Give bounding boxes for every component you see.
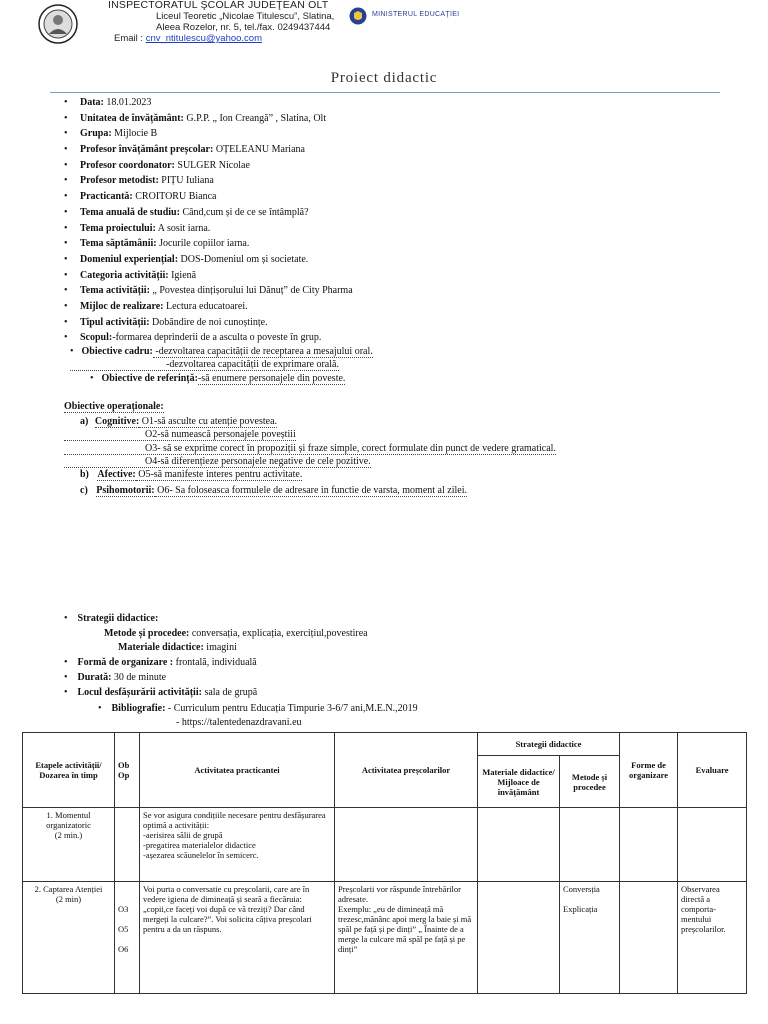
cognitive-label: Cognitive: <box>94 416 140 427</box>
detail-value: 18.01.2023 <box>103 97 152 108</box>
row2-prescolari: Preșcolarii vor răspunde întrebărilor adresate. Exemplu: „eu de dimineață mă trezesc,mănânc apoi merg la baie și mă spăl pe față și pe dinți” „ Înainte de a merge la culcare mă spăl pe față și pe dinți” <box>335 882 478 994</box>
bullet-icon: • <box>64 613 68 624</box>
materiale-value: imagini <box>203 642 237 653</box>
detail-item <box>0 315 768 331</box>
strategii-label: Strategii didactice: <box>77 613 159 624</box>
header-etape: Etapele activității/ Dozarea în timp <box>23 733 115 808</box>
detail-label: Practicantă: <box>80 191 133 203</box>
row2-forme <box>620 882 678 994</box>
detail-item <box>0 283 768 299</box>
materiale-line <box>118 642 237 654</box>
forma-value: frontală, individuală <box>173 657 257 668</box>
metode-line <box>104 628 368 640</box>
psihomotorii-line <box>80 485 467 497</box>
detail-label: Tema activității: <box>80 285 150 297</box>
header-ob: Ob Op <box>115 733 140 808</box>
row2-practicant: Voi purta o conversatie cu preșcolarii, care are în vedere igiena de dimineață și seară a fiecăruia: „copii,ce faceți voi după ce vă treziți? Dar când mergeți la culcare?”. Voi solicita câțiva preșcolari pentru a da un răspuns. <box>140 882 335 994</box>
row1-ob <box>115 808 140 882</box>
table-row <box>23 808 747 882</box>
detail-item <box>0 252 768 268</box>
detail-label: Categoria activității: <box>80 269 169 281</box>
durata-label: Durată: <box>77 672 112 683</box>
detail-value: A sosit iarna. <box>155 222 211 234</box>
detail-value: „ Povestea dințișorului lui Dănuț” de City Pharma <box>149 285 353 297</box>
bullet-icon: • <box>64 672 68 683</box>
detail-item <box>0 330 768 346</box>
school-address: Aleea Rozelor, nr. 5, tel./fax. 0249437444 <box>156 22 331 33</box>
header-strategii: Strategii didactice <box>478 733 620 756</box>
activity-table <box>22 732 747 994</box>
header-materiale: Materiale didactice/ Mijloace de învățământ <box>478 756 560 808</box>
bibliografie-value1: - Curriculum pentru Educația Timpurie 3-6/7 ani,M.E.N.,2019 <box>165 703 418 714</box>
detail-item <box>0 221 768 237</box>
psihomotorii-label: Psihomotorii: <box>96 485 155 496</box>
bibliografie-line2 <box>176 717 302 729</box>
obiective-cadru-line2 <box>70 359 339 371</box>
detail-label: Grupa: <box>80 128 112 140</box>
objective-o4: O4-să diferențieze personajele negative de cele pozitive. <box>64 456 371 468</box>
email-link[interactable]: cnv_ntitulescu@yahoo.com <box>145 33 263 44</box>
header-metode: Metode și procedee <box>560 756 620 808</box>
detail-label: Tema săptămânii: <box>80 238 157 250</box>
row2-metode: Conversția Explicația <box>560 882 620 994</box>
detail-value: SULGER Nicolae <box>174 159 250 171</box>
ministry-crest-icon <box>349 7 367 25</box>
o3-line <box>64 443 556 455</box>
durata-line <box>64 672 166 684</box>
detail-label: Tema proiectului: <box>80 222 156 234</box>
detail-item <box>0 268 768 284</box>
detail-label: Profesor învățământ preșcolar: <box>80 144 214 156</box>
detail-value: Mijlocie B <box>111 128 158 140</box>
detail-item <box>0 189 768 205</box>
cognitive-prefix: a) <box>80 416 89 427</box>
header-evaluare: Evaluare <box>678 733 747 808</box>
durata-value: 30 de minute <box>111 672 167 683</box>
row1-practicant: Se vor asigura condițiile necesare pentru desfășurarea optimă a activității: -aerisirea sălii de grupă -pregatirea materialelor didactice -așezarea scăunelelor în semicerc. <box>140 808 335 882</box>
detail-item <box>0 142 768 158</box>
table-header-row <box>23 733 747 756</box>
detail-item <box>0 299 768 315</box>
bullet-icon: • <box>64 657 68 668</box>
school-crest-icon <box>38 4 78 44</box>
locul-value: sala de grupă <box>201 687 258 698</box>
email-label: Email : <box>114 33 144 44</box>
detail-value: DOS-Domeniul om și societate. <box>178 253 309 265</box>
detail-item <box>0 236 768 252</box>
bullet-icon: • <box>98 703 102 714</box>
obiective-cadru-label: Obiective cadru: <box>81 346 153 357</box>
detail-value: CROITORU Bianca <box>132 191 217 203</box>
letterhead-text <box>108 0 334 44</box>
bullet-icon: • <box>90 373 94 384</box>
objective-o5: O5-să manifeste interes pentru activitate. <box>135 469 303 480</box>
row1-materiale <box>478 808 560 882</box>
obiective-operationale-label: Obiective operaționale: <box>64 401 164 412</box>
objective-o2: O2-să numească personajele poveștiii <box>64 429 296 441</box>
header-forme: Forme de organizare <box>620 733 678 808</box>
detail-item <box>0 95 768 111</box>
obiective-operationale-heading <box>64 401 164 413</box>
header-prescolari: Activitatea preșcolarilor <box>335 733 478 808</box>
forma-label: Formă de organizare : <box>77 657 174 668</box>
afective-line <box>80 469 302 481</box>
detail-label: Mijloc de realizare: <box>80 300 164 312</box>
row1-prescolari <box>335 808 478 882</box>
locul-line <box>64 687 257 699</box>
obiective-referinta-label: Obiective de referință: <box>101 373 198 384</box>
row2-evaluare: Observarea directă a comporta-mentului preșcolarilor. <box>678 882 747 994</box>
detail-value: Igienă <box>168 269 197 281</box>
detail-value: G.P.P. „ Ion Creangă” , Slatina, Olt <box>183 112 327 124</box>
project-details <box>0 95 768 346</box>
obiective-referinta-value: -să enumere personajele din poveste. <box>197 373 346 384</box>
detail-item <box>0 205 768 221</box>
locul-label: Locul desfășurării activității: <box>77 687 202 698</box>
page-title: Proiect didactic <box>330 70 438 86</box>
detail-label: Data: <box>80 97 104 108</box>
obiective-referinta-line <box>90 373 345 385</box>
afective-prefix: b) <box>80 469 89 480</box>
bibliografie-value2: - https://talentedenazdravani.eu <box>176 717 302 728</box>
detail-value: Jocurile copiilor iarna. <box>156 238 250 250</box>
afective-label: Afective: <box>97 469 136 480</box>
obiective-cadru-line1 <box>70 346 373 358</box>
materiale-label: Materiale didactice: <box>118 642 204 653</box>
obiective-cadru-value1: -dezvoltarea capacității de receptarea a mesajului oral. <box>152 346 373 357</box>
row1-metode <box>560 808 620 882</box>
cognitive-line <box>80 416 277 428</box>
detail-label: Tipul activității: <box>80 316 150 328</box>
row2-ob: O3 O5 O6 <box>115 882 140 994</box>
row1-etapa: 1. Momentul organizatoric (2 min.) <box>23 808 115 882</box>
detail-label: Domeniul experiențial: <box>80 253 179 265</box>
detail-label: Profesor metodist: <box>80 175 159 187</box>
objective-o1: O1-să asculte cu atenție povestea. <box>139 416 278 427</box>
psihomotorii-prefix: c) <box>80 485 88 496</box>
letterhead <box>0 0 768 48</box>
detail-label: Profesor coordonator: <box>80 159 175 171</box>
detail-value: Dobândire de noi cunoștințe. <box>149 316 268 328</box>
detail-label: Unitatea de învățământ: <box>80 112 184 124</box>
email-line <box>108 33 334 44</box>
institution-name: INSPECTORATUL ŞCOLAR JUDEŢEAN OLT <box>108 0 329 11</box>
metode-value: conversația, explicația, exercițiul,povestirea <box>189 628 368 639</box>
detail-item <box>0 173 768 189</box>
row2-materiale <box>478 882 560 994</box>
o4-line <box>64 456 371 468</box>
bullet-icon: • <box>70 346 74 357</box>
o2-line <box>64 429 296 441</box>
header-practicant: Activitatea practicantei <box>140 733 335 808</box>
detail-value: -formarea deprinderii de a asculta o poveste în grup. <box>112 332 322 344</box>
obiective-cadru-value2: -dezvoltarea capacității de exprimare orală. <box>70 359 339 371</box>
detail-item <box>0 111 768 127</box>
title-divider <box>50 92 720 93</box>
bibliografie-label: Bibliografie: <box>111 703 166 714</box>
detail-value: OȚELEANU Mariana <box>213 144 305 156</box>
detail-label: Scopul: <box>80 332 113 344</box>
detail-value: Când,cum și de ce se întâmplă? <box>179 206 309 218</box>
metode-label: Metode și procedee: <box>104 628 190 639</box>
school-name: Liceul Teoretic „Nicolae Titulescu”, Slatina, <box>156 11 335 22</box>
detail-item <box>0 158 768 174</box>
bullet-icon: • <box>64 687 68 698</box>
details-list <box>0 95 768 346</box>
row2-etapa: 2. Captarea Atenției (2 min) <box>23 882 115 994</box>
detail-item <box>0 126 768 142</box>
row1-forme <box>620 808 678 882</box>
table-row <box>23 882 747 994</box>
detail-value: PIȚU Iuliana <box>158 175 214 187</box>
objective-o3: O3- să se exprime corect în propoziții și fraze simple, corect formulate din punct de vedere gramatical. <box>64 443 556 455</box>
bibliografie-line <box>98 703 418 715</box>
detail-value: Lectura educatoarei. <box>163 300 248 312</box>
strategii-line <box>64 613 158 625</box>
objective-o6: O6- Sa foloseasca formulele de adresare in functie de varsta, moment al zilei. <box>154 485 467 496</box>
row1-evaluare <box>678 808 747 882</box>
ministry-name: MINISTERUL EDUCAŢIEI <box>372 11 460 18</box>
forma-line <box>64 657 257 669</box>
detail-label: Tema anuală de studiu: <box>80 206 180 218</box>
